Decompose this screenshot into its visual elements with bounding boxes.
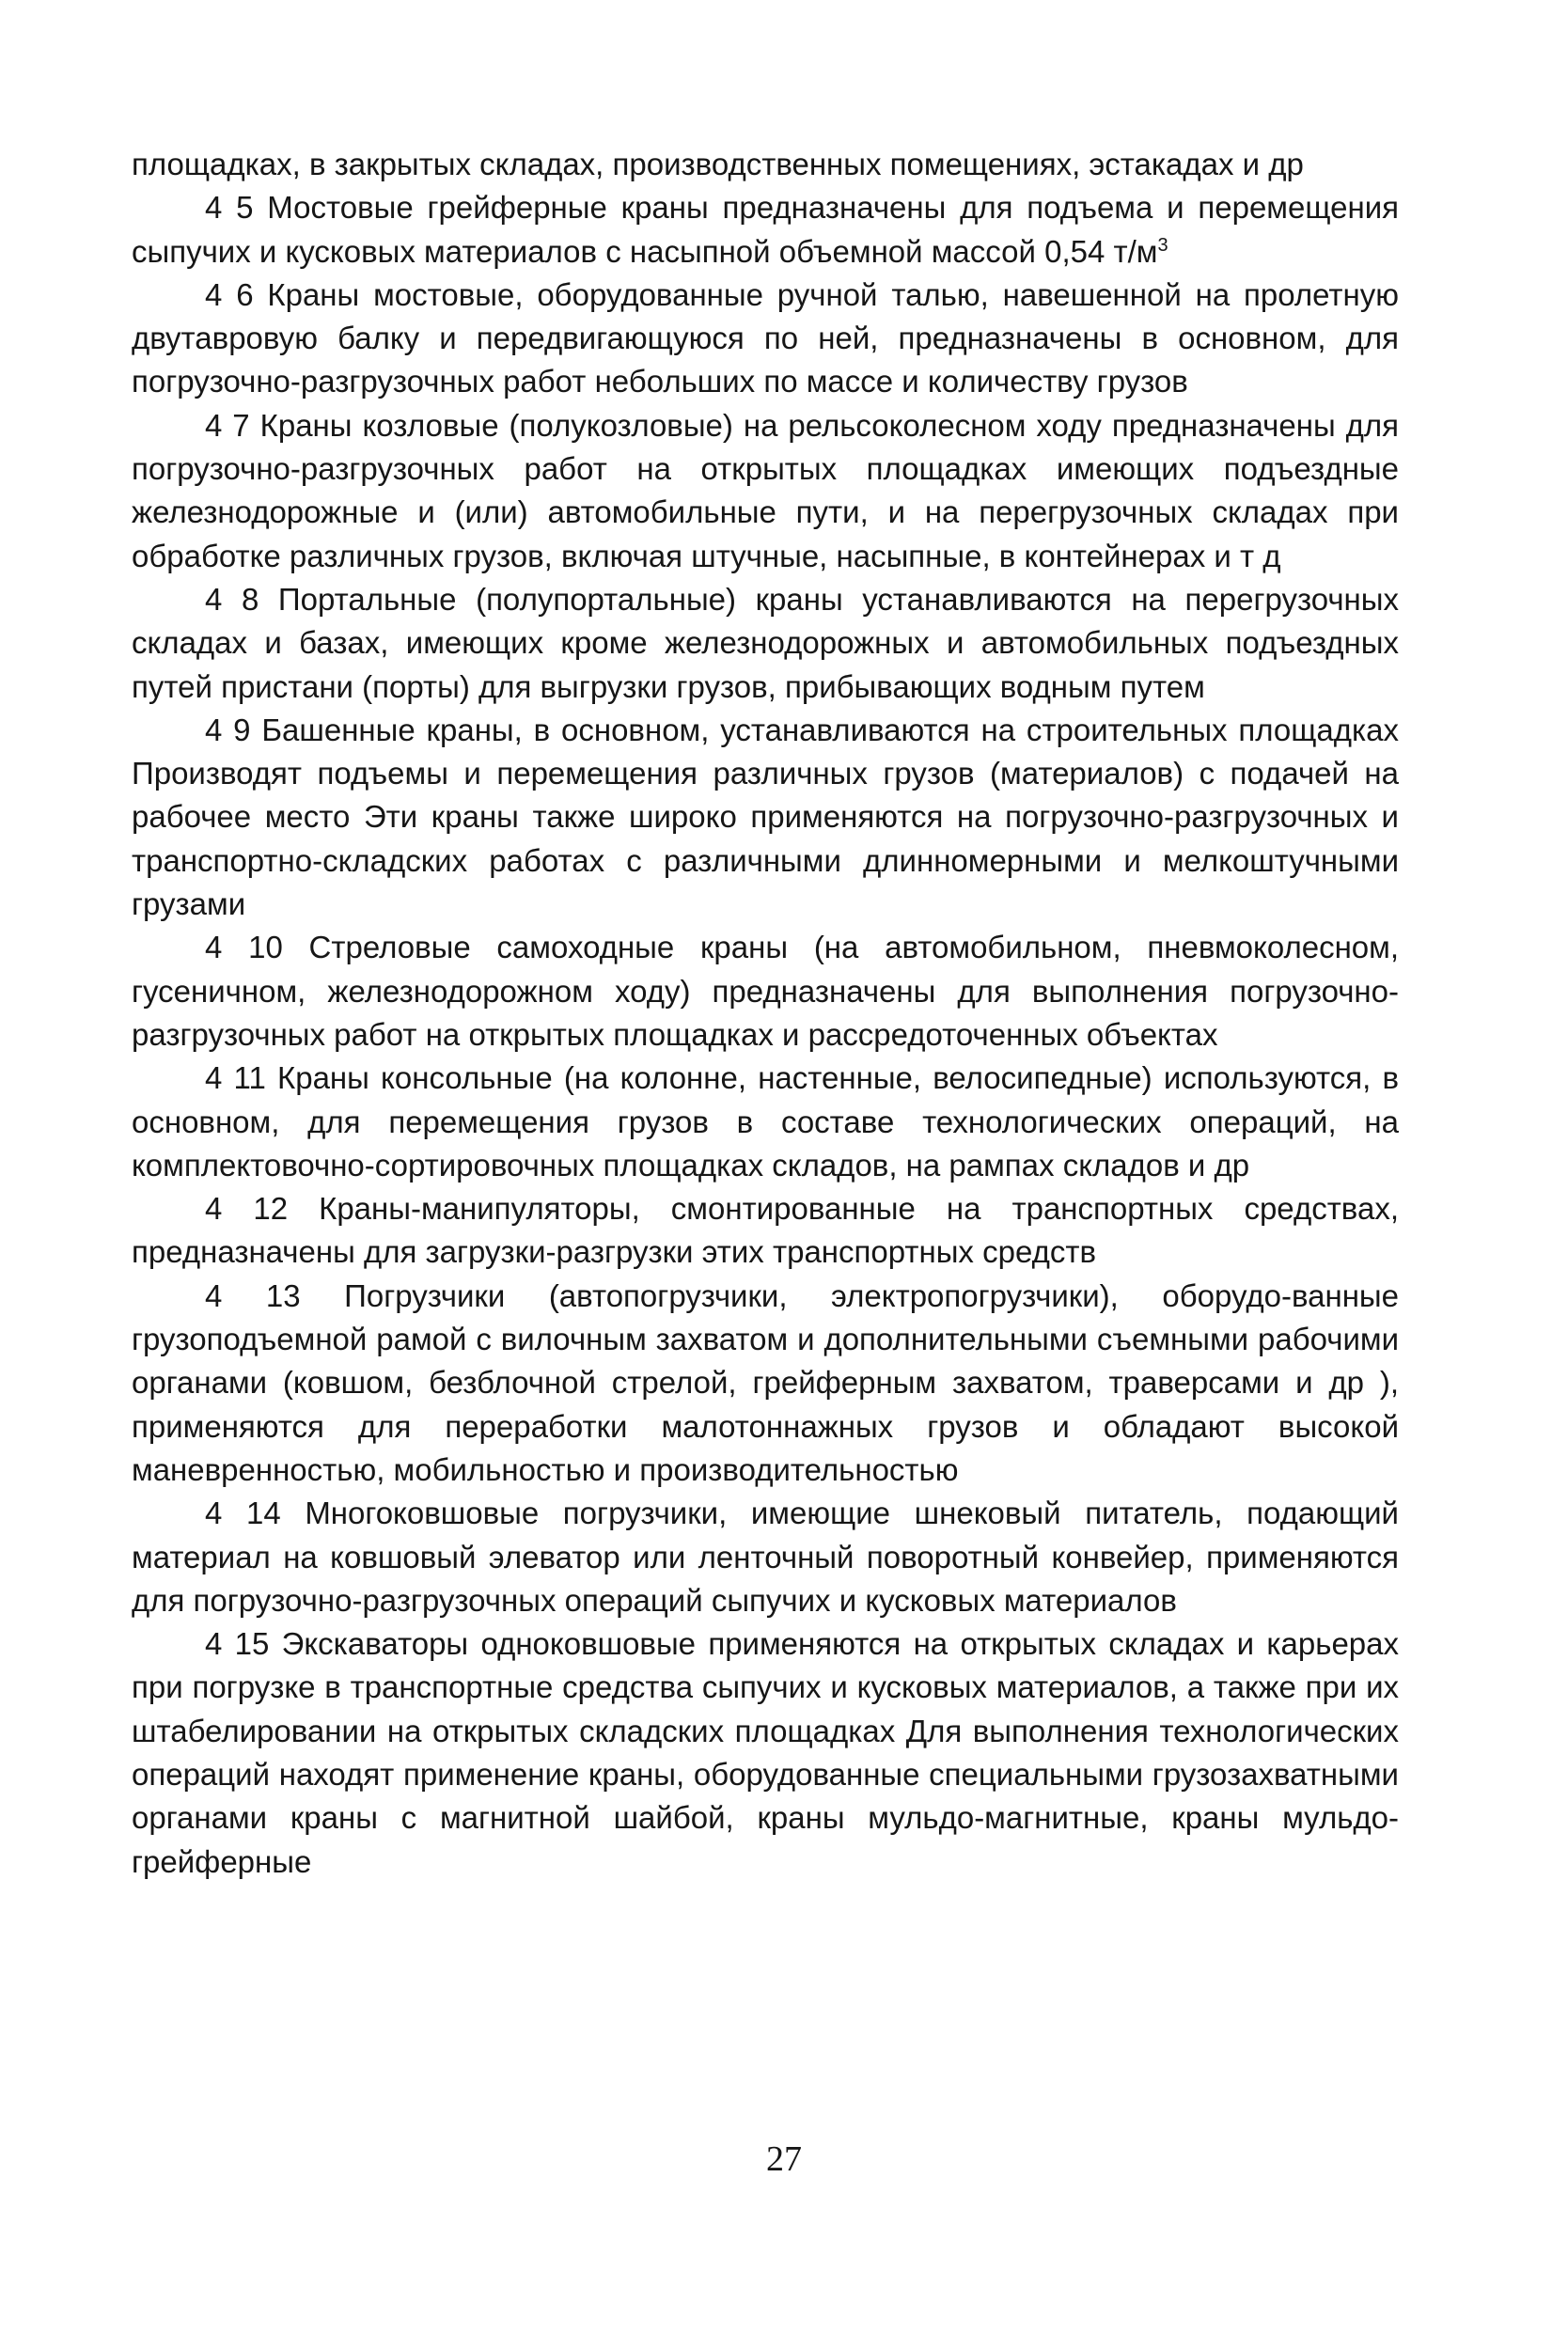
- paragraph-4-12: 4 12 Краны-манипуляторы, смонтированные на транспортных средствах, предназначены для загрузки-разгрузки этих транспортных средств: [132, 1191, 1399, 1270]
- paragraph-4-6: 4 6 Краны мостовые, оборудованные ручной талью, навешенной на пролетную двутавровую балку и передвигающуюся по ней, предназначены в основном, для погрузочно-разгрузочных работ небольших по массе и количеству грузов: [132, 276, 1399, 399]
- paragraph-4-7: 4 7 Краны козловые (полукозловые) на рельсоколесном ходу предназначены для погрузочно-разгрузочных работ на открытых площадках имеющих подъездные железнодорожные и (или) автомобильные пути, и на перегрузочных складах при обработке различных грузов, включая штучные, насыпные, в контейнерах и т д: [132, 407, 1399, 573]
- paragraph-4-9: 4 9 Башенные краны, в основном, устанавливаются на строительных площадках Производят подъемы и перемещения различных грузов (материалов) с подачей на рабочее место Эти краны также широко применяются на погрузочно-разгрузочных и транспортно-складских работах с различными длинномерными и мелкоштучными грузами: [132, 712, 1399, 922]
- paragraph-4-5-text: 4 5 Мостовые грейферные краны предназначены для подъема и перемещения сыпучих и кусковых материалов с насыпной объемной массой 0,54 т/м: [132, 190, 1399, 269]
- paragraph-4-15: 4 15 Экскаваторы одноковшовые применяются на открытых складах и карьерах при погрузке в транспортные средства сыпучих и кусковых материалов, а также при их штабелировании на открытых складских площадках Для выполнения технологических операций находят применение краны, оборудованные специальными грузозахватными органами краны с магнитной шайбой, краны мульдо-магнитные, краны мульдо-грейферные: [132, 1626, 1399, 1879]
- page-number: 27: [766, 2139, 802, 2179]
- paragraph-4-11: 4 11 Краны консольные (на колонне, настенные, велосипедные) используются, в основном, для перемещения грузов в составе технологических операций, на комплектовочно-сортировочных площадках складов, на рампах складов и др: [132, 1060, 1399, 1183]
- paragraph-4-8: 4 8 Портальные (полупортальные) краны устанавливаются на перегрузочных складах и базах, имеющих кроме железнодорожных и автомобильных подъездных путей пристани (порты) для выгрузки грузов, прибывающих водным путем: [132, 581, 1399, 704]
- paragraph-4-13: 4 13 Погрузчики (автопогрузчики, электропогрузчики), оборудо-ванные грузоподъемной рамой с вилочным захватом и дополнительными съемными рабочими органами (ковшом, безблочной стрелой, грейферным захватом, траверсами и др ), применяются для переработки малотоннажных грузов и обладают высокой маневренностью, мобильностью и производительностью: [132, 1277, 1399, 1487]
- body-text: [132, 143, 1399, 1884]
- paragraph-4-10: 4 10 Стреловые самоходные краны (на автомобильном, пневмоколесном, гусеничном, железнодорожном ходу) предназначены для выполнения погрузочно-разгрузочных работ на открытых площадках и рассредоточенных объектах: [132, 930, 1399, 1052]
- paragraph-4-5: [132, 186, 1399, 274]
- paragraph-4-14: 4 14 Многоковшовые погрузчики, имеющие шнековый питатель, подающий материал на ковшовый элеватор или ленточный поворотный конвейер, применяются для погрузочно-разгрузочных операций сыпучих и кусковых материалов: [132, 1496, 1399, 1618]
- paragraph-continuation: площадках, в закрытых складах, производственных помещениях, эстакадах и др: [132, 147, 1304, 181]
- cubic-superscript: 3: [1157, 234, 1168, 256]
